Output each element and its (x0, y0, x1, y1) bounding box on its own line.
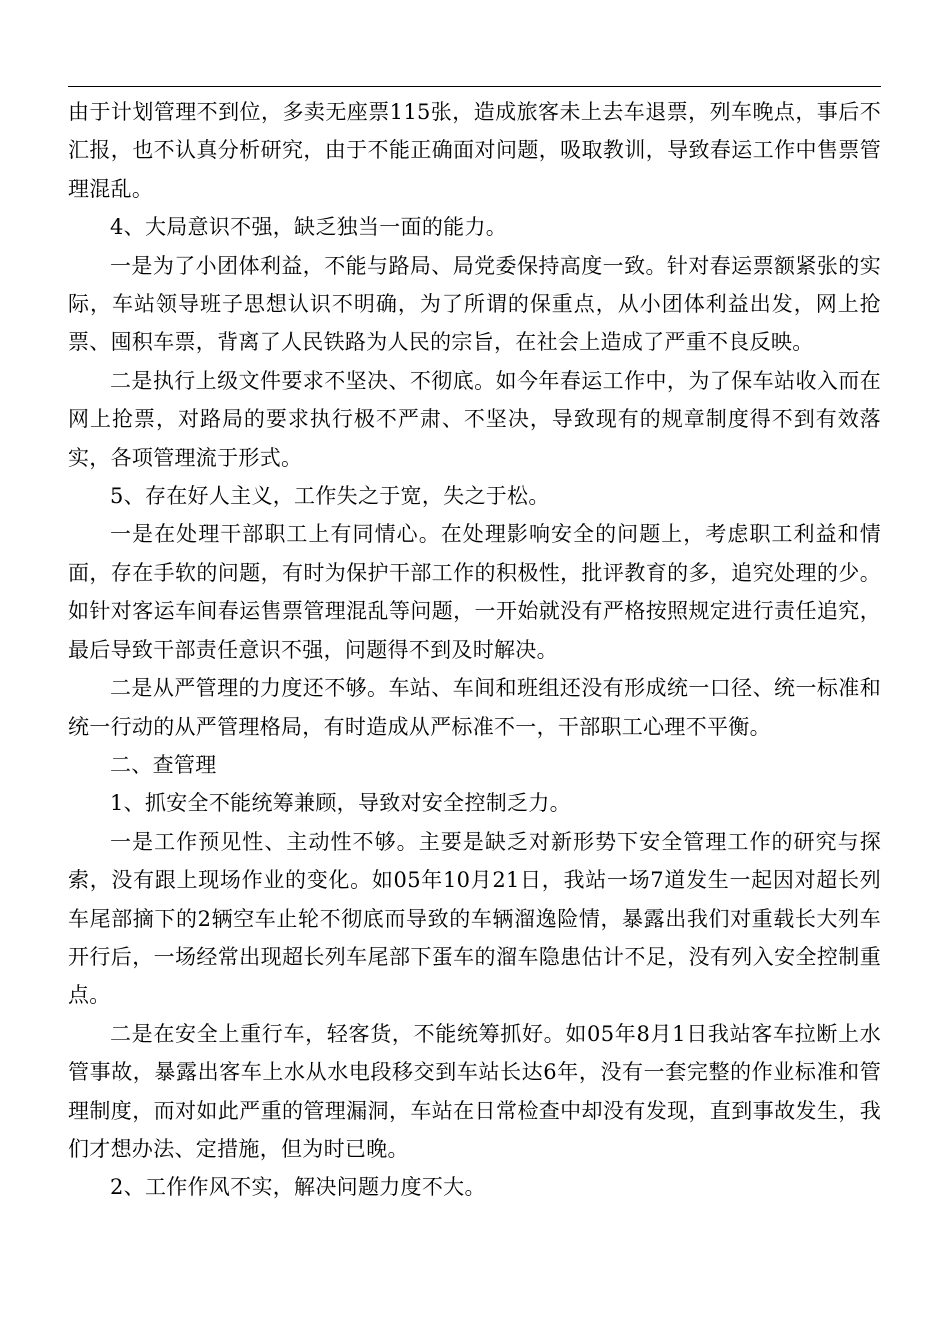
heading-item-4: 4、大局意识不强，缺乏独当一面的能力。 (110, 215, 508, 240)
paragraph: 二是从严管理的力度还不够。车站、车间和班组还没有形成统一口径、统一标准和统一行动的从严管理格局，有时造成从严标准不一，干部职工心理不平衡。 (68, 676, 881, 739)
paragraph-continuation: 由于计划管理不到位，多卖无座票115张，造成旅客未上去车退票，列车晚点，事后不汇报，也不认真分析研究，由于不能正确面对问题，吸取教训，导致春运工作中售票管理混乱。 (68, 100, 881, 201)
paragraph: 二是执行上级文件要求不坚决、不彻底。如今年春运工作中，为了保车站收入而在网上抢票，对路局的要求执行极不严肃、不坚决，导致现有的规章制度得不到有效落实，各项管理流于形式。 (68, 368, 881, 470)
header-rule (68, 86, 881, 87)
heading-item-2: 2、工作作风不实，解决问题力度不大。 (110, 1175, 486, 1200)
heading-item-1: 1、抓安全不能统筹兼顾，导致对安全控制乏力。 (110, 791, 571, 816)
paragraph: 一是在处理干部职工上有同情心。在处理影响安全的问题上，考虑职工利益和情面，存在手软的问题，有时为保护干部工作的积极性，批评教育的多，追究处理的少。如针对客运车间春运售票管理混乱等问题，一开始就没有严格按照规定进行责任追究，最后导致干部责任意识不强，问题得不到及时解决。 (68, 522, 881, 662)
document-body (68, 93, 881, 1207)
heading-item-5: 5、存在好人主义，工作失之于宽，失之于松。 (110, 484, 550, 509)
paragraph: 一是工作预见性、主动性不够。主要是缺乏对新形势下安全管理工作的研究与探索，没有跟上现场作业的变化。如05年10月21日，我站一场7道发生一起因对超长列车尾部摘下的2辆空车止轮不彻底而导致的车辆溜逸险情，暴露出我们对重载长大列车开行后，一场经常出现超长列车尾部下蛋车的溜车隐患估计不足，没有列入安全控制重点。 (68, 829, 881, 1008)
paragraph: 二是在安全上重行车，轻客货，不能统筹抓好。如05年8月1日我站客车拉断上水管事故，暴露出客车上水从水电段移交到车站长达6年，没有一套完整的作业标准和管理制度，而对如此严重的管理漏洞，车站在日常检查中却没有发现，直到事故发生，我们才想办法、定措施，但为时已晚。 (68, 1021, 881, 1161)
section-heading: 二、查管理 (110, 752, 217, 777)
paragraph: 一是为了小团体利益，不能与路局、局党委保持高度一致。针对春运票额紧张的实际，车站领导班子思想认识不明确，为了所谓的保重点，从小团体利益出发，网上抢票、囤积车票，背离了人民铁路为人民的宗旨，在社会上造成了严重不良反映。 (68, 253, 881, 355)
